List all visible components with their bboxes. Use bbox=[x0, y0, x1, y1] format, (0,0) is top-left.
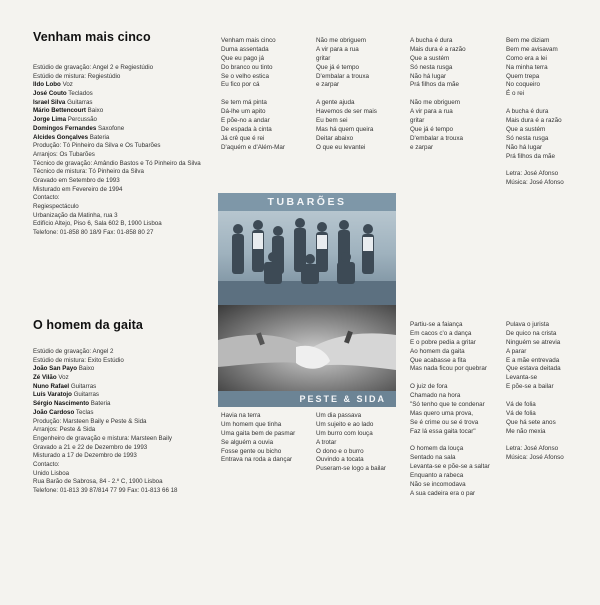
stanza-gap bbox=[506, 437, 564, 446]
credit-line bbox=[33, 444, 178, 453]
lyric-line: A vir para a rua bbox=[316, 45, 359, 53]
credit-musician: Nuno Rafael bbox=[33, 382, 70, 390]
credit-line bbox=[33, 435, 178, 444]
lyric-line: Enquanto a rabeca bbox=[410, 472, 464, 480]
lyrics-venham-col2 bbox=[316, 37, 377, 153]
lyric-line: Não se incomodava bbox=[410, 481, 466, 489]
lyric-line: Ouvindo a tocata bbox=[316, 456, 364, 464]
credit-text: Arranjos: Peste & Sida bbox=[33, 426, 96, 434]
lyric-line: Bem me avisavam bbox=[506, 45, 558, 53]
lyric-line: O juiz de fora bbox=[410, 383, 448, 391]
lyrics-gaita-col1 bbox=[221, 412, 295, 465]
lyric-line: Havemos de ser mais bbox=[316, 108, 377, 116]
lyric-line: E o pobre pedia a gritar bbox=[410, 338, 476, 346]
lyric-line: Mas quero uma prova, bbox=[410, 409, 473, 417]
lyric-line: Faz lá essa gaita tocar" bbox=[410, 427, 476, 435]
stanza-gap bbox=[506, 392, 564, 401]
credit-text: Regiespectáculo bbox=[33, 203, 79, 210]
credit-line bbox=[33, 134, 201, 143]
credit-line bbox=[33, 142, 201, 151]
credit-line bbox=[33, 400, 178, 409]
lyric-line: e zarpar bbox=[410, 143, 434, 151]
lyric-line: Quem trepa bbox=[506, 72, 540, 80]
stanza-gap bbox=[410, 90, 466, 99]
credit-text: Baixo bbox=[85, 107, 104, 115]
lyrics-gaita-col2 bbox=[316, 412, 386, 474]
lyric-line: Letra: José Afonso bbox=[506, 170, 559, 178]
lyric-line: Deitar abaixo bbox=[316, 134, 354, 142]
lyric-line: Chamado na hora bbox=[410, 392, 461, 400]
lyric-line: Música: José Afonso bbox=[506, 179, 564, 187]
credit-line bbox=[33, 107, 201, 116]
lyric-line: E põe-no a andar bbox=[221, 117, 270, 125]
credit-musician: Mário Bettencourt bbox=[33, 107, 86, 115]
lyric-line: Como era a lei bbox=[506, 54, 547, 62]
credit-text: Estúdio de gravação: Angel 2 bbox=[33, 348, 114, 355]
lyric-line: Vá de folia bbox=[506, 401, 536, 409]
lyric-line: Venham mais cinco bbox=[221, 37, 276, 44]
credit-line bbox=[33, 461, 178, 470]
lyric-line: A sua cadeira era o par bbox=[410, 489, 476, 497]
lyric-line: Se o velho estica bbox=[221, 72, 269, 80]
credit-line bbox=[33, 194, 201, 203]
credit-text: Saxofone bbox=[96, 124, 125, 132]
lyric-line: A gente ajuda bbox=[316, 99, 355, 107]
lyric-line: Se tem má pinta bbox=[221, 99, 267, 107]
credit-text: Baixo bbox=[77, 365, 95, 373]
credit-line bbox=[33, 203, 201, 212]
band-name: TUBARÕES bbox=[267, 196, 347, 208]
credit-line bbox=[33, 348, 178, 357]
credit-text: Bateria bbox=[89, 400, 111, 408]
credit-line bbox=[33, 409, 178, 418]
credit-line bbox=[33, 151, 201, 160]
credit-line bbox=[33, 418, 178, 427]
lyric-line: Puseram-se logo a bailar bbox=[316, 465, 387, 473]
credit-line bbox=[33, 374, 178, 383]
stanza-gap bbox=[316, 90, 377, 99]
lyric-line: Entrava na roda a dançar bbox=[221, 456, 293, 464]
credit-line bbox=[33, 99, 201, 108]
credits-venham-mais-cinco bbox=[33, 64, 201, 238]
credit-text: Guitarras bbox=[65, 98, 93, 106]
credit-text: Voz bbox=[56, 374, 69, 382]
lyric-line: A bucha é dura bbox=[506, 108, 549, 116]
lyric-line: Ao homem da gaita bbox=[410, 347, 465, 355]
lyric-line: O dono e o burro bbox=[316, 447, 364, 455]
lyrics-venham-col1 bbox=[221, 37, 285, 153]
lyric-line: Só nesta rusga bbox=[506, 134, 549, 142]
lyric-line: Do branco ou tinto bbox=[221, 63, 273, 71]
credit-text: Misturado a 17 de Dezembro de 1993 bbox=[33, 452, 137, 460]
credit-line bbox=[33, 220, 201, 229]
lyric-line: D'aquém e d'Além-Mar bbox=[221, 143, 285, 151]
credit-line bbox=[33, 212, 201, 221]
credit-text: Misturado em Fevereiro de 1994 bbox=[33, 185, 123, 193]
credit-musician: Ildo Lobo bbox=[33, 81, 61, 89]
lyric-line: Um sujeito e ao lado bbox=[316, 420, 374, 428]
lyric-line: Que a sustém bbox=[506, 125, 546, 133]
credit-text: Técnico de mistura: Tó Pinheiro da Silva bbox=[33, 168, 144, 176]
lyric-line: Um burro com louça bbox=[316, 429, 373, 437]
credit-text: Edifício Altejo, Piso 6, Sala 602 B, 1900 Lisboa bbox=[33, 220, 162, 228]
lyric-line: Mas há quem queira bbox=[316, 125, 374, 133]
lyric-line: Duma assentada bbox=[221, 45, 269, 53]
credit-line bbox=[33, 90, 201, 99]
credit-text: Telefone: 01-858 80 18/9 Fax: 01-858 80 27 bbox=[33, 229, 154, 237]
lyric-line: Eu fico por cá bbox=[221, 81, 260, 89]
credit-text: Contacto: bbox=[33, 194, 60, 202]
lyric-line: Sentado na sala bbox=[410, 454, 456, 462]
credit-musician: José Couto bbox=[33, 90, 67, 98]
lyric-line: Que estava deitada bbox=[506, 365, 561, 373]
credit-line bbox=[33, 391, 178, 400]
lyric-line: D'embalar a trouxa bbox=[410, 134, 464, 142]
lyric-line: D'embalar a trouxa bbox=[316, 72, 370, 80]
lyric-line: Não me obriguem bbox=[410, 99, 461, 107]
lyric-line: Prá filhos da mãe bbox=[506, 152, 556, 160]
stanza-gap bbox=[410, 374, 490, 383]
lyric-line: Que já é tempo bbox=[410, 125, 454, 133]
credit-text: Percussão bbox=[66, 116, 97, 124]
credit-musician: João San Payo bbox=[33, 365, 78, 373]
credit-line bbox=[33, 357, 178, 366]
credit-line bbox=[33, 168, 201, 177]
lyric-line: Mais dura é a razão bbox=[506, 117, 562, 125]
lyric-line: Levanta-se bbox=[506, 374, 538, 382]
credit-text: Teclas bbox=[74, 408, 94, 416]
credit-musician: Israel Silva bbox=[33, 98, 66, 106]
credit-text: Estúdio de mistura: Exito Estúdio bbox=[33, 356, 124, 364]
lyric-line: Na minha terra bbox=[506, 63, 548, 71]
credit-line bbox=[33, 116, 201, 125]
credit-musician: Zé Vilão bbox=[33, 374, 57, 382]
credit-musician: Domingos Fernandes bbox=[33, 124, 97, 132]
lyric-line: Levanta-se e põe-se a saltar bbox=[410, 463, 490, 471]
handshake-figure bbox=[218, 305, 396, 391]
credit-line bbox=[33, 478, 178, 487]
lyric-line: Um dia passava bbox=[316, 412, 362, 419]
album-name: PESTE & SIDA bbox=[218, 391, 396, 407]
credit-musician: Alcides Gonçalves bbox=[33, 133, 89, 141]
credit-text: Engenheiro de gravação e mistura: Marsteen Baily bbox=[33, 434, 172, 442]
credit-line bbox=[33, 452, 178, 461]
lyric-line: Um homem que tinha bbox=[221, 420, 282, 428]
lyric-line: E põe-se a bailar bbox=[506, 383, 554, 391]
credit-text: Urbanização da Matinha, rua 3 bbox=[33, 211, 118, 219]
lyric-line: Que eu pago já bbox=[221, 54, 265, 62]
lyric-line: Vá de folia bbox=[506, 409, 536, 417]
lyric-line: É o rei bbox=[506, 90, 525, 98]
lyric-line: Dá-lhe um apito bbox=[221, 108, 266, 116]
credit-text: Teclados bbox=[66, 90, 93, 98]
lyric-line: Não há lugar bbox=[506, 143, 543, 151]
credit-text: Estúdio de gravação: Angel 2 e Regiestúdio bbox=[33, 64, 154, 71]
credit-musician: Luís Varatojo bbox=[33, 391, 72, 399]
album-cover bbox=[218, 193, 396, 407]
credit-line bbox=[33, 487, 178, 496]
credit-text: Rua Barão de Sabrosa, 84 - 2.º C, 1900 Lisboa bbox=[33, 478, 163, 486]
stanza-gap bbox=[506, 99, 564, 108]
lyrics-venham-col4 bbox=[506, 37, 564, 188]
stanza-gap bbox=[506, 161, 564, 170]
band-photo-figures bbox=[218, 211, 396, 305]
lyric-line: Mas nada ficou por quebrar bbox=[410, 365, 488, 373]
credit-line bbox=[33, 383, 178, 392]
lyric-line: Que já é tempo bbox=[316, 63, 360, 71]
lyric-line: Mais dura é a razão bbox=[410, 45, 466, 53]
credit-text: Gravado a 21 e 22 de Dezembro de 1993 bbox=[33, 443, 148, 451]
band-photo-icon bbox=[218, 211, 396, 305]
lyric-line: gritar bbox=[410, 117, 425, 125]
lyric-line: gritar bbox=[316, 54, 331, 62]
lyric-line: O homem da louça bbox=[410, 445, 464, 453]
lyric-line: Eu bem sei bbox=[316, 117, 348, 125]
lyric-line: Já crê que é rei bbox=[221, 134, 265, 142]
lyrics-gaita-col3 bbox=[410, 321, 490, 499]
lyric-line: A vir para a rua bbox=[410, 108, 453, 116]
lyric-line: Se é crime ou se é trova bbox=[410, 418, 479, 426]
lyric-line: De espada à cinta bbox=[221, 125, 272, 133]
lyric-line: Se alguém a ouvia bbox=[221, 438, 274, 446]
credit-text: Gravado em Setembro de 1993 bbox=[33, 176, 120, 184]
stanza-gap bbox=[410, 437, 490, 446]
credit-text: Produção: Marsteen Baily e Peste & Sida bbox=[33, 417, 147, 425]
lyric-line: Letra: José Afonso bbox=[506, 445, 559, 453]
credit-line bbox=[33, 73, 201, 82]
lyric-line: O que eu levantei bbox=[316, 143, 366, 151]
lyrics-venham-col3 bbox=[410, 37, 466, 153]
credit-musician: João Cardoso bbox=[33, 408, 75, 416]
credit-line bbox=[33, 81, 201, 90]
lyric-line: No coqueiro bbox=[506, 81, 540, 89]
credit-text: Arranjos: Os Tubarões bbox=[33, 150, 95, 158]
credit-line bbox=[33, 470, 178, 479]
lyric-line: Que há sete anos bbox=[506, 418, 556, 426]
credit-line bbox=[33, 229, 201, 238]
song-title-homem-da-gaita: O homem da gaita bbox=[33, 318, 143, 332]
credit-text: Contacto: bbox=[33, 460, 60, 468]
lyric-line: A parar bbox=[506, 347, 527, 355]
credit-line bbox=[33, 125, 201, 134]
lyric-line: Prá filhos da mãe bbox=[410, 81, 460, 89]
lyric-line: Me não mexia bbox=[506, 427, 546, 435]
credit-musician: Jorge Lima bbox=[33, 116, 67, 124]
lyric-line: Bem me diziam bbox=[506, 37, 550, 44]
lyric-line: Havia na terra bbox=[221, 412, 261, 419]
lyric-line: Partiu-se a faiança bbox=[410, 321, 463, 328]
lyric-line: Uma gaita bem de pasmar bbox=[221, 429, 296, 437]
hands-photo-icon bbox=[218, 305, 396, 391]
credit-text: Guitarras bbox=[71, 391, 100, 399]
lyric-line: "Só tenho que te condenar bbox=[410, 401, 485, 409]
lyric-line: Pulava o jurista bbox=[506, 321, 550, 328]
lyric-line: Ninguém se atrevia bbox=[506, 338, 561, 346]
song-title-venham-mais-cinco: Venham mais cinco bbox=[33, 30, 151, 44]
credit-line bbox=[33, 426, 178, 435]
lyric-line: Não me obriguem bbox=[316, 37, 367, 44]
credits-homem-da-gaita bbox=[33, 348, 178, 496]
credit-text: Estúdio de mistura: Regiestúdio bbox=[33, 72, 121, 80]
credit-line bbox=[33, 64, 201, 73]
lyrics-gaita-col4 bbox=[506, 321, 564, 463]
lyric-line: Música: José Afonso bbox=[506, 454, 564, 462]
lyric-line: Não há lugar bbox=[410, 72, 447, 80]
stanza-gap bbox=[221, 90, 285, 99]
lyric-line: A trotar bbox=[316, 438, 337, 446]
lyric-line: De quico na crista bbox=[506, 329, 557, 337]
lyric-line: E a mãe entrevada bbox=[506, 356, 560, 364]
credit-line bbox=[33, 186, 201, 195]
lyric-line: Só nesta rusga bbox=[410, 63, 453, 71]
lyric-line: e zarpar bbox=[316, 81, 340, 89]
lyric-line: Fosse gente ou bicho bbox=[221, 447, 282, 455]
credit-text: Bateria bbox=[88, 133, 110, 141]
lyric-line: A bucha é dura bbox=[410, 37, 453, 44]
lyric-line: Que a sustém bbox=[410, 54, 450, 62]
credit-line bbox=[33, 177, 201, 186]
credit-musician: Sérgio Nascimento bbox=[33, 400, 90, 408]
credit-text: Técnico de gravação: Amândio Bastos e Tó Pinheiro da Silva bbox=[33, 159, 201, 167]
credit-text: Produção: Tó Pinheiro da Silva e Os Tubarões bbox=[33, 142, 161, 150]
credit-text: Telefone: 01-813 39 87/814 77 99 Fax: 01-813 66 18 bbox=[33, 487, 178, 494]
credit-text: Guitarras bbox=[69, 382, 97, 390]
lyric-line: Que acabasse a fita bbox=[410, 356, 467, 364]
lyric-line: Em cacos c'o a dança bbox=[410, 329, 472, 337]
credit-line bbox=[33, 365, 178, 374]
credit-line bbox=[33, 160, 201, 169]
credit-text: Unido Lisboa bbox=[33, 469, 70, 477]
credit-text: Voz bbox=[60, 81, 73, 89]
